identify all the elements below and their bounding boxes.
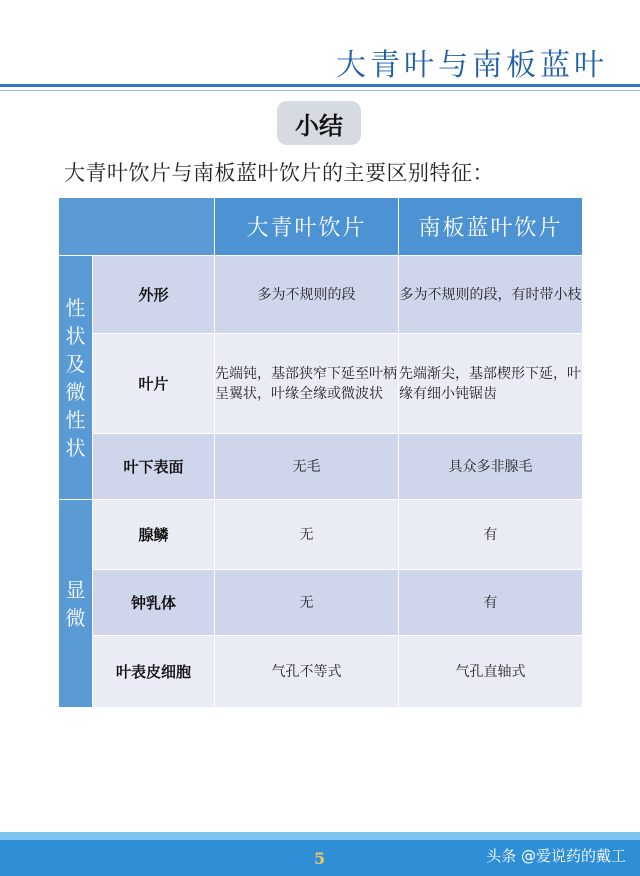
group-label-microscopy: 显微: [59, 500, 93, 708]
cell-daqingye: 无: [215, 500, 399, 570]
row-attribute: 叶片: [93, 334, 215, 434]
summary-badge: 小结: [277, 101, 361, 145]
cell-daqingye: 无: [215, 570, 399, 636]
footer-band: [0, 832, 640, 840]
cell-nanbanlan: 有: [399, 500, 583, 570]
intro-text: 大青叶饮片与南板蓝叶饮片的主要区别特征：: [64, 161, 494, 185]
table-row: [59, 636, 583, 708]
table-row: [59, 256, 583, 334]
group-label-appearance: 性状及微性状: [59, 256, 93, 500]
header-rule-thin: [0, 90, 640, 91]
table-header-row: [59, 198, 583, 256]
table-row: [59, 500, 583, 570]
table-row: [59, 334, 583, 434]
cell-nanbanlan: 先端渐尖，基部楔形下延，叶缘有细小钝锯齿: [399, 334, 583, 434]
row-attribute: 钟乳体: [93, 570, 215, 636]
table-header-blank: [59, 198, 215, 256]
watermark-text: 头条 @爱说药的戴工: [486, 847, 626, 865]
table-row: [59, 434, 583, 500]
row-attribute: 叶下表面: [93, 434, 215, 500]
cell-daqingye: 先端钝，基部狭窄下延至叶柄呈翼状，叶缘全缘或微波状: [215, 334, 399, 434]
comparison-table: [58, 197, 583, 708]
cell-nanbanlan: 具众多非腺毛: [399, 434, 583, 500]
row-attribute: 外形: [93, 256, 215, 334]
column-header-daqingye: 大青叶饮片: [215, 198, 399, 256]
page-number: 5: [314, 849, 326, 868]
cell-nanbanlan: 多为不规则的段，有时带小枝: [399, 256, 583, 334]
header-title: 大青叶与南板蓝叶: [336, 48, 608, 83]
table-row: [59, 570, 583, 636]
row-attribute: 叶表皮细胞: [93, 636, 215, 708]
cell-nanbanlan: 气孔直轴式: [399, 636, 583, 708]
cell-daqingye: 气孔不等式: [215, 636, 399, 708]
row-attribute: 腺鳞: [93, 500, 215, 570]
cell-daqingye: 多为不规则的段: [215, 256, 399, 334]
cell-daqingye: 无毛: [215, 434, 399, 500]
cell-nanbanlan: 有: [399, 570, 583, 636]
header-rule: [0, 84, 640, 87]
column-header-nanbanlan: 南板蓝叶饮片: [399, 198, 583, 256]
